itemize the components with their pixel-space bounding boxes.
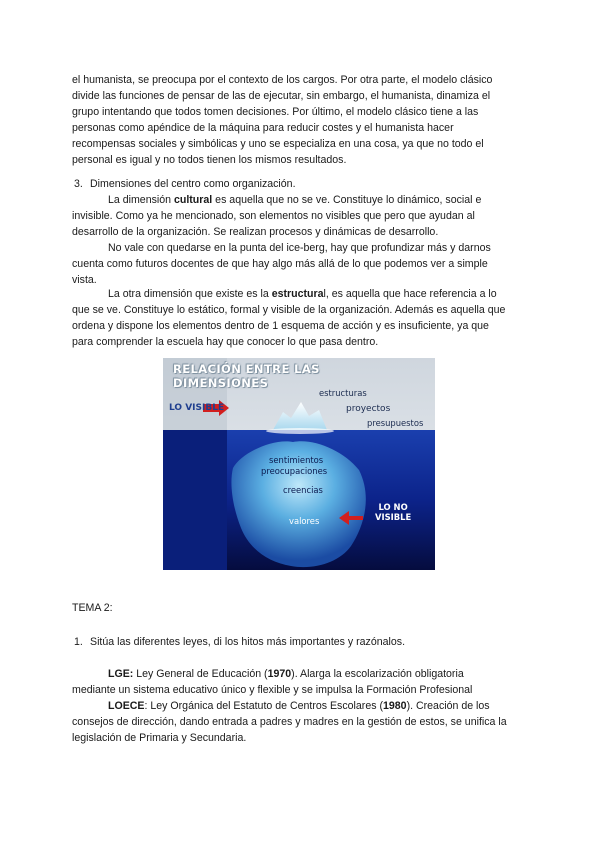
bold-term-cultural: cultural [173, 194, 213, 206]
loece-paragraph [72, 698, 528, 746]
list-number: 3. [74, 178, 83, 190]
iceberg-figure [163, 358, 435, 570]
text-run: invisible. Como ya he mencionado, son elementos no visibles que pero que ayudan al [72, 210, 475, 222]
section-heading-text: Dimensiones del centro como organización. [90, 178, 296, 190]
text-run: ). Alarga la escolarización obligatoria [291, 668, 464, 680]
below-label: creencias [283, 485, 323, 495]
text-run: mediante un sistema educativo único y flexible y se impulsa la Formación Profesional [72, 684, 473, 696]
text-run: consejos de dirección, dando entrada a padres y madres en la gestión de estos, se unifica la [72, 716, 507, 728]
no-visible-line: VISIBLE [375, 512, 412, 522]
below-label: preocupaciones [261, 466, 328, 476]
above-label: estructuras [319, 388, 367, 398]
intro-line: divide las funciones de pensar de las de ejecutar, sin embargo, el humanista, dinamiza el [72, 90, 491, 102]
text-run: ordena y dispone los elementos dentro de 1 esquema de acción y es insuficiente, ya que [72, 320, 489, 332]
intro-line: recompensas sociales y simbólicas y uno se especializa en una cosa, ya que no todo el [72, 138, 484, 150]
law-acronym-loece: LOECE [108, 700, 145, 712]
text-run: vista. [72, 274, 97, 286]
text-run: La dimensión [108, 194, 174, 206]
intro-line: el humanista, se preocupa por el contexto de los cargos. Por otra parte, el modelo clásico [72, 74, 493, 86]
intro-paragraph [72, 72, 528, 168]
no-visible-line: LO NO [378, 502, 408, 512]
figure-title: RELACIÓN ENTRE LAS DIMENSIONES [173, 362, 320, 390]
text-run: Ley General de Educación ( [133, 668, 268, 680]
text-run: l, es aquella que hace referencia a lo [323, 288, 497, 300]
text-run: No vale con quedarse en la punta del ice-berg, hay que profundizar más y darnos [108, 242, 491, 254]
lge-paragraph [72, 666, 528, 698]
below-label: sentimientos [269, 455, 324, 465]
text-run: desarrollo de la organización. Se realizan procesos y dinámicas de desarrollo. [72, 226, 439, 238]
law-acronym-lge: LGE: [108, 668, 134, 680]
tema-2-heading: TEMA 2: [72, 602, 113, 614]
iceberg-paragraph [72, 240, 528, 288]
tema-2-question [74, 634, 528, 650]
text-run: cuenta como futuros docentes de que hay algo más allá de lo que podemos ver a simple [72, 258, 488, 270]
visible-label: LO VISIBLE [169, 403, 225, 413]
bold-term-estructural: estructura [271, 288, 324, 300]
intro-line: personas como apéndice de la máquina para reducir costes y el humanista hacer [72, 122, 454, 134]
question-text: Sitúa las diferentes leyes, di los hitos más importantes y razónalos. [90, 636, 406, 648]
text-run: ). Creación de los [406, 700, 490, 712]
law-year: 1980 [382, 700, 407, 712]
estructural-paragraph [72, 286, 528, 350]
section-3-heading [74, 176, 528, 192]
intro-line: grupo intentando que todos tomen decisiones. Por último, el modelo clásico tiene a las [72, 106, 479, 118]
text-run: legislación de Primaria y Secundaria. [72, 732, 247, 744]
above-label: presupuestos [367, 418, 424, 428]
intro-line: personal es igual y no todos tienen los mismos resultados. [72, 154, 347, 166]
below-label: valores [289, 516, 320, 526]
text-run: que se ve. Constituye lo estático, formal y visible de la organización. Además es aquella que [72, 304, 506, 316]
text-run: : Ley Orgánica del Estatuto de Centros Escolares ( [144, 700, 383, 712]
text-run: La otra dimensión que existe es la [108, 288, 272, 300]
text-run: para comprender la escuela hay que conocer lo que pasa dentro. [72, 336, 379, 348]
above-label: proyectos [346, 404, 391, 414]
cultural-paragraph [72, 192, 528, 240]
list-number: 1. [74, 636, 83, 648]
law-year: 1970 [267, 668, 292, 680]
text-run: es aquella que no se ve. Constituye lo dinámico, social e [212, 194, 482, 206]
no-visible-label [375, 502, 411, 522]
